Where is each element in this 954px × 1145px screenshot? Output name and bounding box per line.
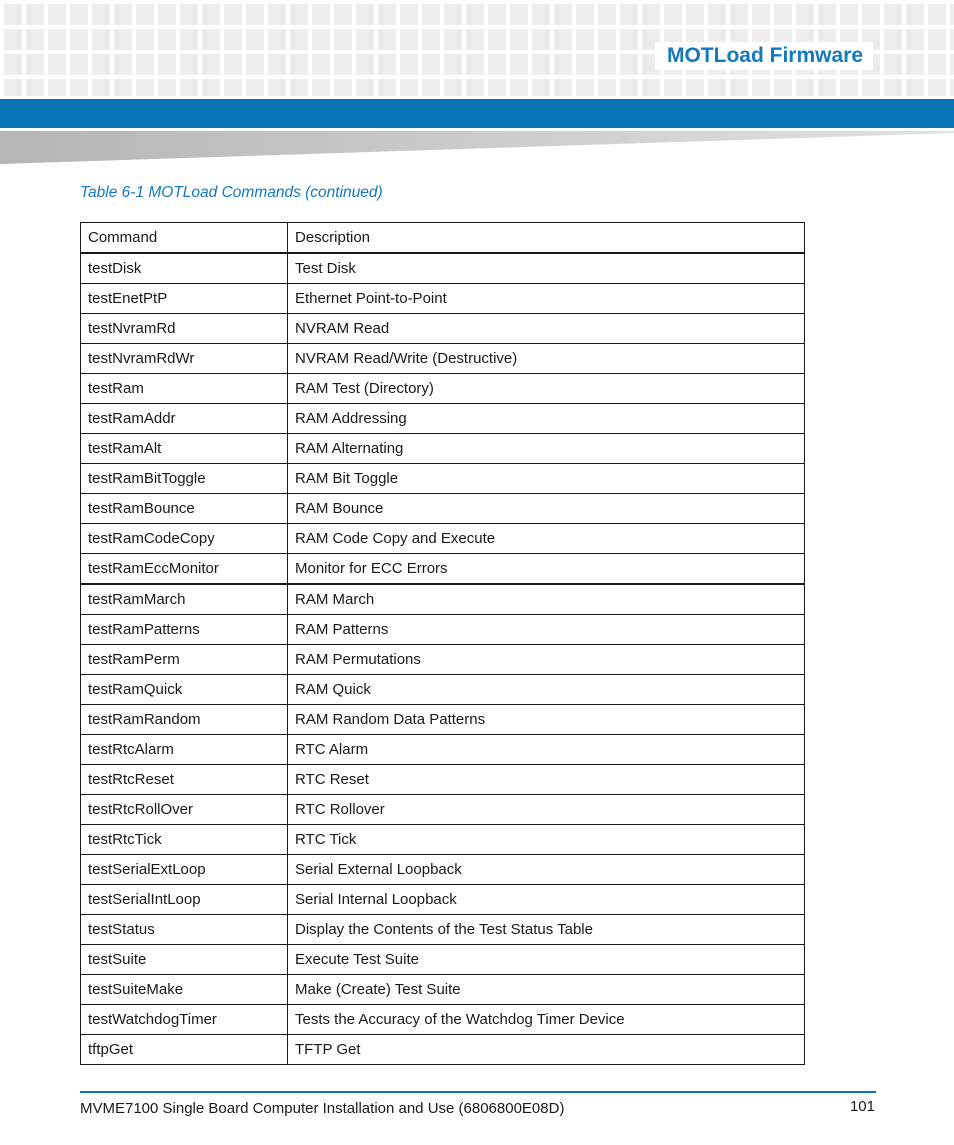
command-cell: testNvramRdWr <box>81 344 288 374</box>
footer-rule <box>80 1091 876 1093</box>
table-header-row <box>81 223 805 254</box>
command-cell: testRamCodeCopy <box>81 524 288 554</box>
table-row <box>81 615 805 645</box>
description-cell: RAM March <box>288 584 805 615</box>
description-cell: RAM Bounce <box>288 494 805 524</box>
command-cell: testWatchdogTimer <box>81 1005 288 1035</box>
table-row <box>81 855 805 885</box>
command-cell: testRtcTick <box>81 825 288 855</box>
description-cell: RAM Random Data Patterns <box>288 705 805 735</box>
table-row <box>81 735 805 765</box>
motload-commands-table <box>80 222 805 1065</box>
description-cell: NVRAM Read <box>288 314 805 344</box>
command-cell: testRamBitToggle <box>81 464 288 494</box>
page-header-title: MOTLoad Firmware <box>655 42 873 70</box>
command-cell: testRam <box>81 374 288 404</box>
column-header-description: Description <box>288 223 805 254</box>
description-cell: RAM Alternating <box>288 434 805 464</box>
table-row <box>81 975 805 1005</box>
table-caption: Table 6-1 MOTLoad Commands (continued) <box>80 184 383 201</box>
description-cell: Display the Contents of the Test Status Table <box>288 915 805 945</box>
command-cell: testRamPatterns <box>81 615 288 645</box>
table-row <box>81 795 805 825</box>
table-row <box>81 645 805 675</box>
command-cell: testSerialExtLoop <box>81 855 288 885</box>
table-row <box>81 404 805 434</box>
column-header-command: Command <box>81 223 288 254</box>
table-row <box>81 344 805 374</box>
description-cell: RTC Reset <box>288 765 805 795</box>
header-gray-wedge <box>0 131 954 164</box>
table-row <box>81 765 805 795</box>
command-cell: testRtcRollOver <box>81 795 288 825</box>
table-row <box>81 284 805 314</box>
command-cell: testEnetPtP <box>81 284 288 314</box>
command-cell: testRamBounce <box>81 494 288 524</box>
table-row <box>81 494 805 524</box>
command-cell: testRamAddr <box>81 404 288 434</box>
description-cell: RTC Tick <box>288 825 805 855</box>
description-cell: RTC Alarm <box>288 735 805 765</box>
description-cell: Monitor for ECC Errors <box>288 554 805 585</box>
description-cell: RAM Patterns <box>288 615 805 645</box>
table-row <box>81 825 805 855</box>
description-cell: Make (Create) Test Suite <box>288 975 805 1005</box>
command-cell: testRamAlt <box>81 434 288 464</box>
description-cell: RTC Rollover <box>288 795 805 825</box>
table-row <box>81 464 805 494</box>
description-cell: TFTP Get <box>288 1035 805 1065</box>
table-row <box>81 675 805 705</box>
command-cell: testStatus <box>81 915 288 945</box>
description-cell: Execute Test Suite <box>288 945 805 975</box>
table-row <box>81 524 805 554</box>
command-cell: testSuite <box>81 945 288 975</box>
table-body <box>81 253 805 1065</box>
table-row <box>81 885 805 915</box>
description-cell: RAM Code Copy and Execute <box>288 524 805 554</box>
command-cell: testRamEccMonitor <box>81 554 288 585</box>
command-cell: testSuiteMake <box>81 975 288 1005</box>
description-cell: RAM Permutations <box>288 645 805 675</box>
table-row <box>81 434 805 464</box>
table-row <box>81 945 805 975</box>
description-cell: RAM Test (Directory) <box>288 374 805 404</box>
description-cell: RAM Addressing <box>288 404 805 434</box>
command-cell: testRamMarch <box>81 584 288 615</box>
description-cell: Test Disk <box>288 253 805 284</box>
table-row <box>81 584 805 615</box>
table-row <box>81 915 805 945</box>
description-cell: Tests the Accuracy of the Watchdog Timer Device <box>288 1005 805 1035</box>
description-cell: Serial External Loopback <box>288 855 805 885</box>
table-row <box>81 705 805 735</box>
command-cell: testDisk <box>81 253 288 284</box>
table-row <box>81 374 805 404</box>
table-row <box>81 1005 805 1035</box>
description-cell: Serial Internal Loopback <box>288 885 805 915</box>
page-number: 101 <box>849 1098 875 1115</box>
table-row <box>81 314 805 344</box>
command-cell: testSerialIntLoop <box>81 885 288 915</box>
command-cell: testRtcAlarm <box>81 735 288 765</box>
header-blue-band <box>0 99 954 128</box>
command-cell: testNvramRd <box>81 314 288 344</box>
description-cell: RAM Quick <box>288 675 805 705</box>
command-cell: testRamRandom <box>81 705 288 735</box>
command-cell: testRamQuick <box>81 675 288 705</box>
command-cell: testRtcReset <box>81 765 288 795</box>
description-cell: NVRAM Read/Write (Destructive) <box>288 344 805 374</box>
footer-document-title: MVME7100 Single Board Computer Installation and Use (6806800E08D) <box>80 1100 565 1117</box>
table-row <box>81 1035 805 1065</box>
description-cell: RAM Bit Toggle <box>288 464 805 494</box>
table-row <box>81 253 805 284</box>
table-row <box>81 554 805 585</box>
command-cell: tftpGet <box>81 1035 288 1065</box>
description-cell: Ethernet Point-to-Point <box>288 284 805 314</box>
command-cell: testRamPerm <box>81 645 288 675</box>
